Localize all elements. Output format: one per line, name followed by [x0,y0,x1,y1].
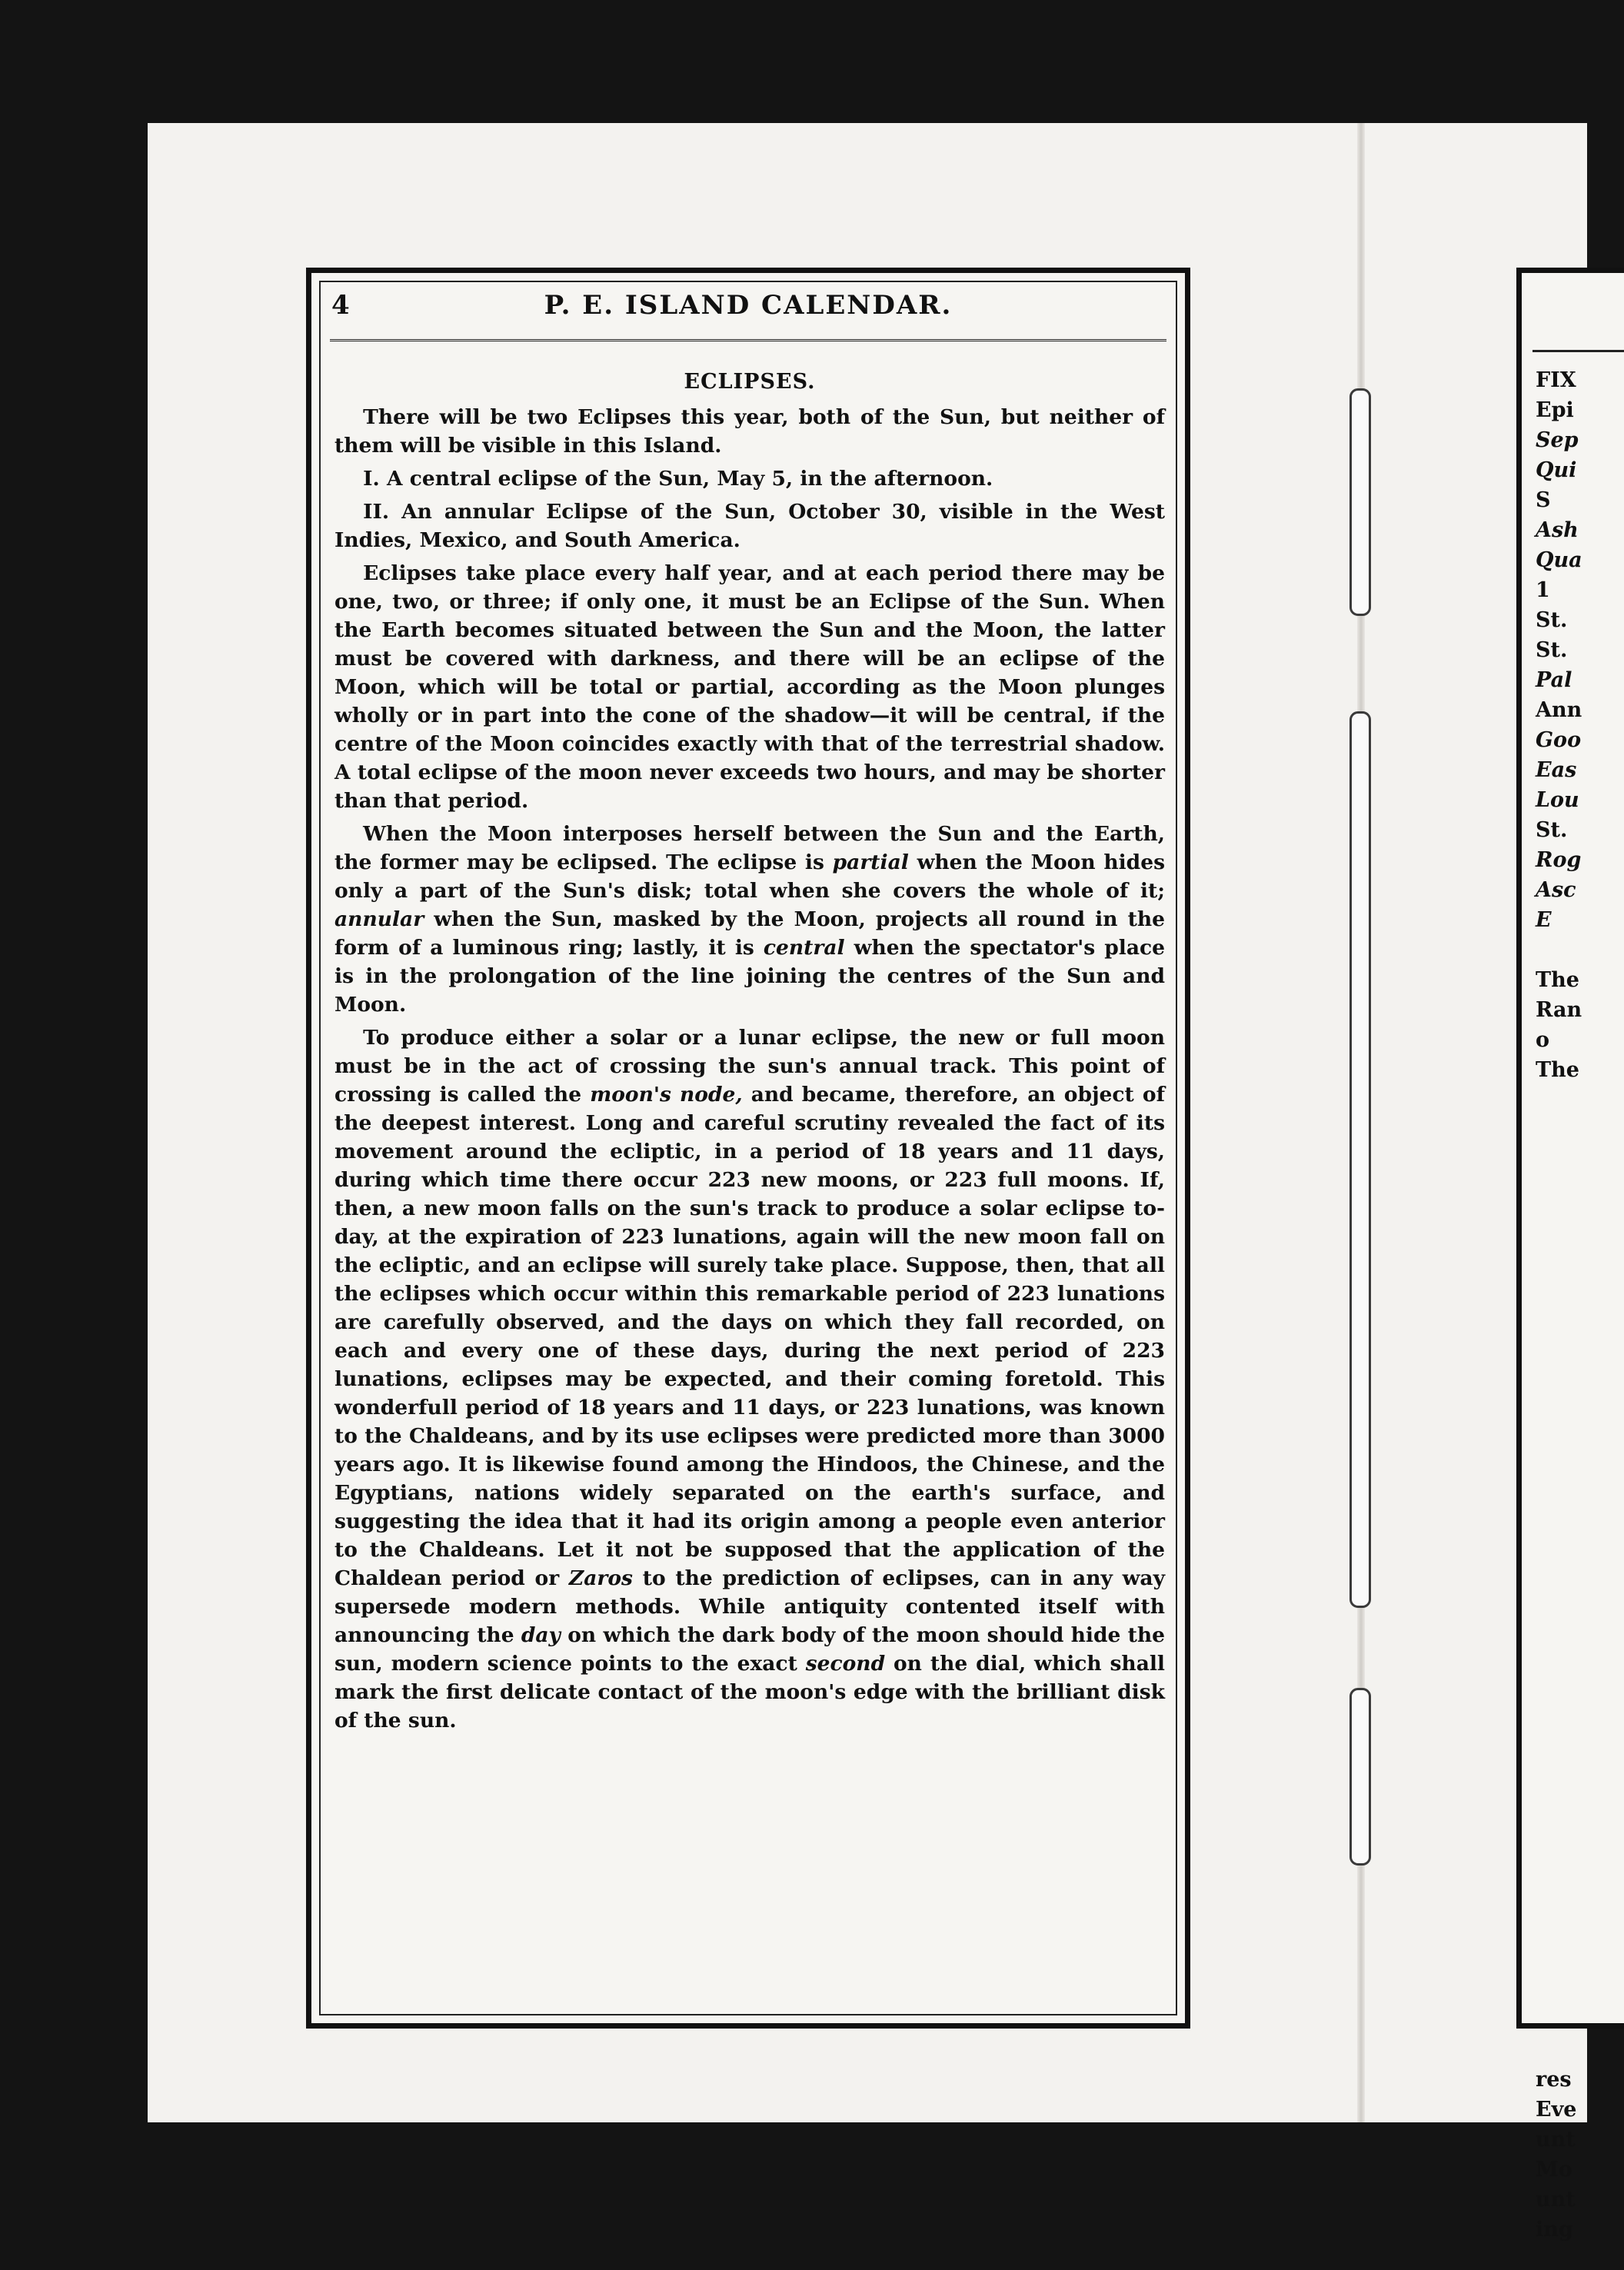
text-run: and became, therefore, an object of the deepest interest. Long and careful scrutiny revealed the fact of its movement around the ecliptic, in a period of 18 years and 11 days, during which time there occur 223 new moons, or 223 full moons. If, then, a new moon falls on the sun's track to produce a solar eclipse to-day, at the expiration of 223 lunations, again will the new moon fall on the ecliptic, and an eclipse will surely take place. Suppose, then, that all the eclipses which occur within this remarkable period of 223 lunations are carefully observed, and the days on which they fall recorded, on each and every one of these days, during the next period of 223 lunations, eclipses may be expected, and their coming foretold. This wonderfull period of 18 years and 11 days, or 223 lunations, was known to the Chaldeans, and by its use eclipses were predicted more than 3000 years ago. It is likewise found among the Hindoos, the Chinese, and the Egyptians, nations widely separated on the earth's surface, and suggesting the idea that it had its origin among a people even anterior to the Chaldeans. Let it not be supposed that the application of the Chaldean period or [334,1083,1166,1590]
fragment-line: St. [1536,818,1568,842]
fragment-line: The [1536,968,1579,992]
paragraph: I. A central eclipse of the Sun, May 5, in the afternoon. [363,467,993,491]
text-run: when the spectator's place is in the prolongation of the line joining the centres of the Sun and Moon. [334,936,1165,1017]
fragment-line: Pal [1536,668,1572,692]
fragment-line: FIX [1536,368,1576,392]
binding-stitch [1349,388,1371,616]
fragment-line: Mo [1536,2158,1572,2182]
page-number: 4 [331,290,350,321]
paragraph: Eclipses take place every half year, and at each period there may be one, two, or three; if only one, it must be an Eclipse of the Sun. When the Earth becomes situated between the Sun and the Moon, the latter must be covered with darkness, and there will be an eclipse of the Moon, which will be total or partial, according as the Moon plunges wholly or in part into the cone of the shadow—it will be central, if the centre of the Moon coincides exactly with that of the terrestrial shadow. A total eclipse of the moon never exceeds two hours, and may be shorter than that period. [334,561,1165,813]
fragment-line [1536,935,1582,965]
emphasis: central [763,936,845,960]
section-title: ECLIPSES. [684,370,816,394]
fragment-line: Ash [1536,518,1579,542]
calendar-page [306,268,1190,2029]
text-run: on which the dark body of the moon should hide the sun, modern science points to the exact [334,1623,1166,1676]
header-rule [330,339,1166,341]
adjacent-text-column [1536,365,1582,1085]
emphasis: partial [832,850,909,874]
text-run: To produce either a solar or a lunar eclipse, the new or full moon must be in the act of crossing the sun's annual track. This point of crossing is called the [334,1026,1165,1107]
paragraph [334,820,1165,1019]
adjacent-header-rule [1532,350,1624,352]
fragment-line: St. [1536,608,1568,632]
adjacent-text-column-bottom [1536,2065,1576,2245]
paragraph: II. An annular Eclipse of the Sun, October 30, visible in the West Indies, Mexico, and South America. [334,500,1165,552]
fragment-line: unt [1536,2128,1576,2152]
fragment-line: S [1536,488,1551,512]
fragment-line: Qui [1536,458,1577,482]
text-run: when the Moon hides only a part of the Sun's disk; total when she covers the whole of it; [334,850,1165,903]
text-run: when the Sun, masked by the Moon, projects all round in the form of a luminous ring; lastly, it is [334,907,1165,960]
text-run: When the Moon interposes herself between the Sun and the Earth, the former may be eclipsed. The eclipse is [334,822,1165,874]
fragment-line: Qua [1536,548,1582,572]
emphasis: moon's node, [590,1083,743,1107]
fragment-line: Goo [1536,728,1582,752]
page-header [331,290,1165,328]
adjacent-page-fragment [1516,268,1624,2242]
emphasis: annular [334,907,424,931]
running-title: P. E. ISLAND CALENDAR. [544,290,953,321]
fragment-line: The [1536,1058,1579,1082]
binding-stitch [1349,711,1371,1608]
fragment-line: res [1536,2068,1572,2092]
emphasis: second [805,1652,886,1676]
emphasis: Zaros [568,1566,633,1590]
text-run: on the dial, which shall mark the first delicate contact of the moon's edge with the brilliant disk of the sun. [334,1652,1165,1732]
fragment-line: Lou [1536,788,1579,812]
fragment-line: Sep [1536,428,1579,452]
emphasis: day [521,1623,561,1647]
fragment-line: Epi [1536,398,1574,422]
fragment-line: E [1536,908,1552,932]
fragment-line: Eas [1536,758,1577,782]
article-body [334,370,1165,1739]
text-run: to the prediction of eclipses, can in any way supersede modern methods. While antiquity contented itself with announcing the [334,1566,1165,1647]
fragment-line: Ran [1536,998,1582,1022]
fragment-line: Asc [1536,878,1576,902]
fragment-line: Ann [1536,698,1582,722]
fragment-line: ing [1536,2218,1573,2242]
fragment-line: unt [1536,2188,1576,2212]
paragraph: There will be two Eclipses this year, both of the Sun, but neither of them will be visible in this Island. [334,405,1165,458]
paragraph [334,1023,1165,1735]
fragment-line: Rog [1536,848,1582,872]
fragment-line: o [1536,1028,1550,1052]
binding-stitch [1349,1688,1371,1866]
fragment-line: Eve [1536,2098,1577,2122]
fragment-line: St. [1536,638,1568,662]
fragment-line: 1 [1536,578,1550,602]
